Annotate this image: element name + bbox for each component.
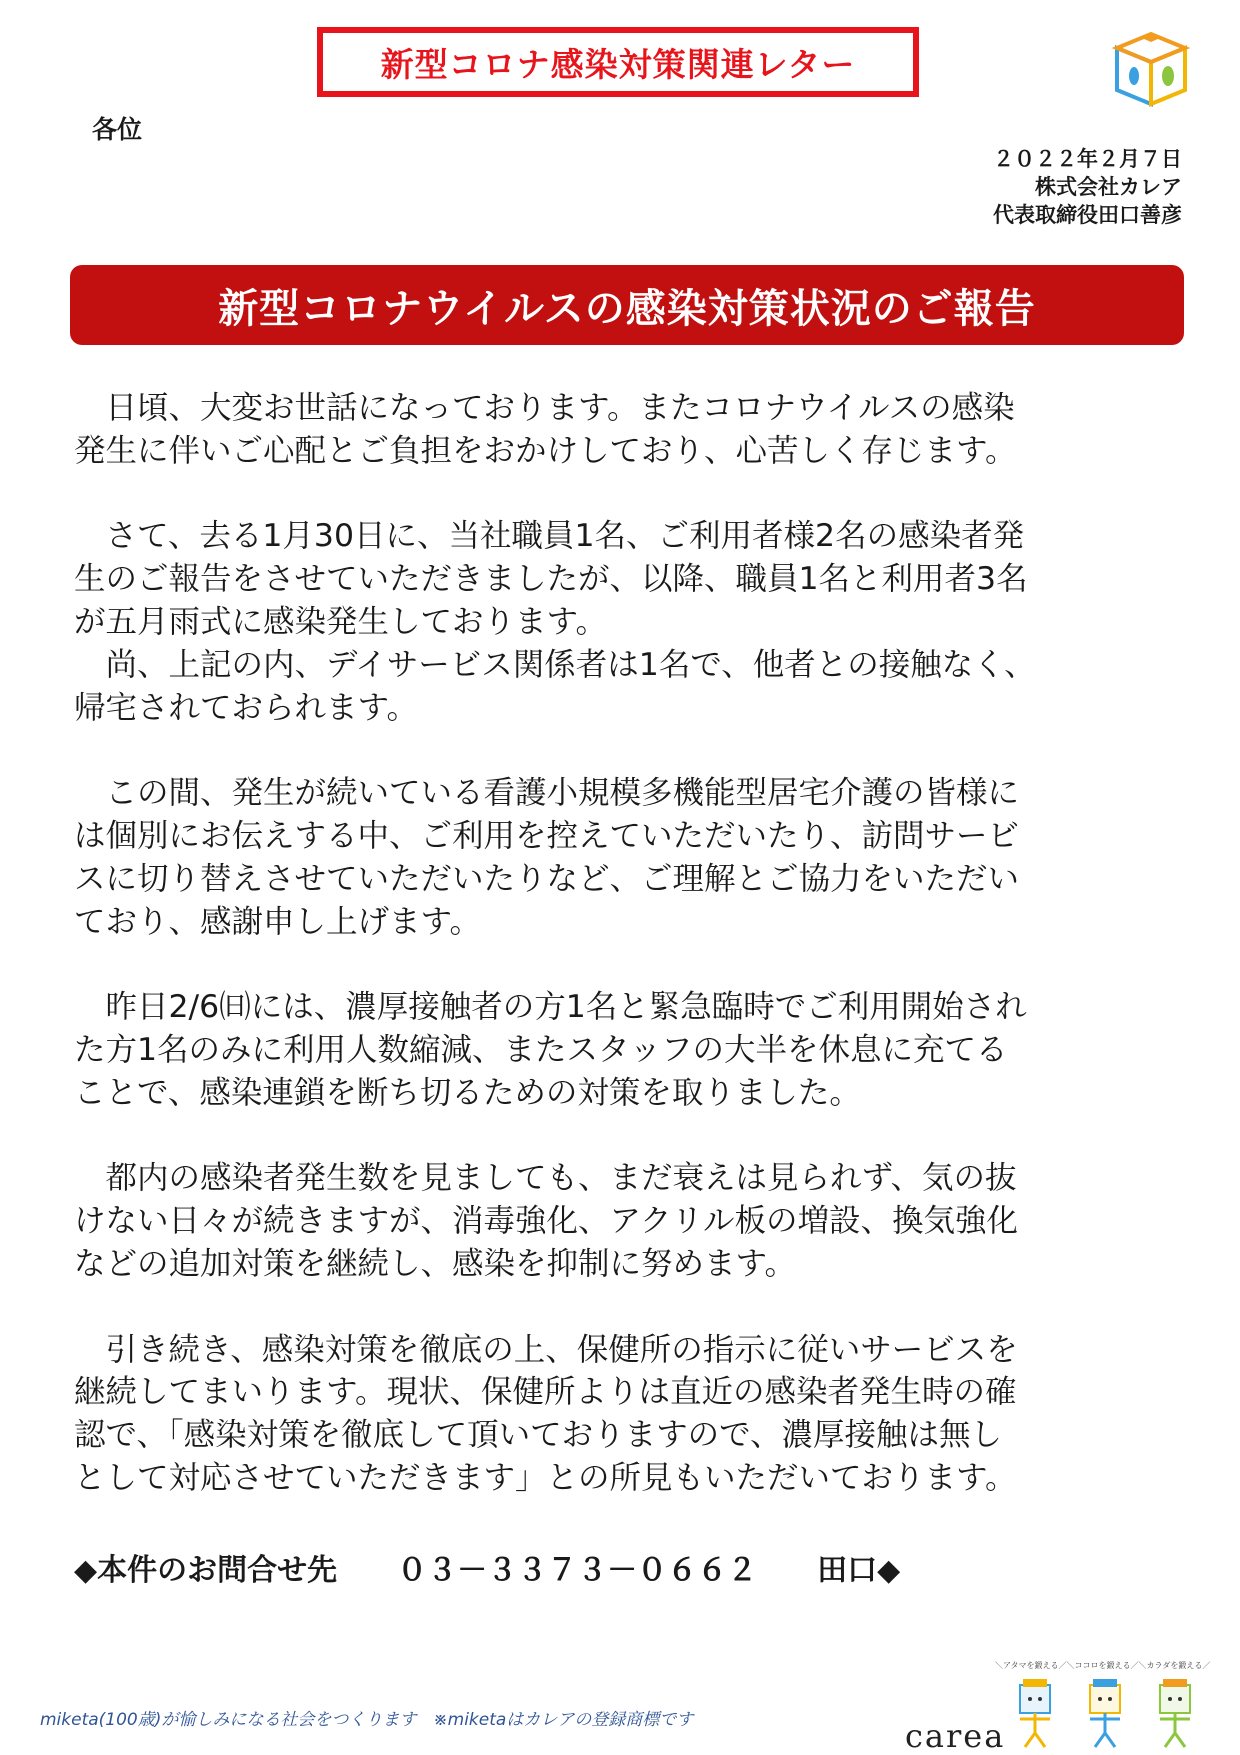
footer-slogan: miketa(100歳)が愉しみになる社会をつくります [40, 1710, 417, 1730]
body-line: この間、発生が続いている看護小規模多機能型居宅介護の皆様に [74, 775, 1020, 812]
contact-phone: ０３－３３７３－０６６２ [397, 1553, 758, 1588]
body-line: ことで、感染連鎖を断ち切るための対策を取りました。 [74, 1074, 861, 1111]
body-line: 引き続き、感染対策を徹底の上、保健所の指示に従いサービスを [74, 1331, 1018, 1368]
body-line: などの追加対策を継続し、感染を抑制に努めます。 [74, 1245, 796, 1282]
body-line: 都内の感染者発生数を見ましても、まだ衰えは見られず、気の抜 [74, 1160, 1017, 1197]
contact-label: ◆本件のお問合せ先 [74, 1553, 338, 1588]
paragraph-measures [74, 986, 1169, 1114]
letter-type-title: 新型コロナ感染対策関連レター [380, 44, 856, 84]
body-line: さて、去る1月30日に、当社職員1名、ご利用者様2名の感染者発 [74, 518, 1025, 555]
footer-note [40, 1705, 693, 1730]
letter-body [74, 387, 1169, 1500]
brand-tagline: ＼アタマを鍛える／＼ココロを鍛える／＼カラダを鍛える／ [995, 1661, 1211, 1670]
brand-name: carea [905, 1717, 1006, 1755]
addressee: 各位 [92, 115, 143, 144]
contact-line [74, 1545, 900, 1589]
paragraph-greeting [74, 387, 1169, 473]
body-line: 帰宅されておられます。 [74, 689, 418, 726]
brand-area [905, 1655, 1225, 1755]
body-line: 日頃、大変お世話になっております。またコロナウイルスの感染 [74, 390, 1015, 426]
body-line: 発生に伴いご心配とご負担をおかけしており、心苦しく存じます。 [74, 432, 1017, 469]
letter-type-header [317, 27, 919, 97]
paragraph-dayservice [74, 644, 1169, 730]
body-line: ており、感謝申し上げます。 [74, 903, 481, 940]
mascot-head-icon [1005, 1675, 1065, 1750]
body-line: た方1名のみに利用人数縮減、またスタッフの大半を休息に充てる [74, 1031, 1008, 1068]
body-line: 尚、上記の内、デイサービス関係者は1名で、他者との接触なく、 [74, 646, 1036, 683]
carea-logo-icon [1112, 30, 1190, 108]
body-line: は個別にお伝えする中、ご利用を控えていただいたり、訪問サービ [74, 817, 1020, 854]
representative-name: 代表取締役田口善彦 [993, 203, 1182, 227]
footer-trademark: ※miketaはカレアの登録商標です [433, 1710, 694, 1730]
company-name: 株式会社カレア [1035, 175, 1182, 199]
body-line: として対応させていただきます」との所見もいただいております。 [74, 1459, 1017, 1496]
body-line: 継続してまいります。現状、保健所よりは直近の感染者発生時の確 [74, 1374, 1017, 1411]
body-line: 生のご報告をさせていただきましたが、以降、職員1名と利用者3名 [74, 561, 1028, 598]
mascot-body-icon [1145, 1675, 1205, 1750]
paragraph-continuation [74, 1329, 1169, 1500]
body-line: スに切り替えさせていただいたりなど、ご理解とご協力をいただい [74, 860, 1020, 897]
paragraph-cooperation [74, 772, 1169, 943]
paragraph-outbreak [74, 515, 1169, 643]
body-line: 認で、「感染対策を徹底して頂いておりますので、濃厚接触は無し [74, 1417, 1002, 1454]
body-line: が五月雨式に感染発生しております。 [74, 603, 607, 640]
body-line: 昨日2/6㈰には、濃厚接触者の方1名と緊急臨時でご利用開始され [74, 989, 1027, 1026]
report-title: 新型コロナウイルスの感染対策状況のご報告 [218, 285, 1036, 332]
paragraph-additional [74, 1157, 1169, 1285]
letter-date: ２０２２年２月７日 [993, 147, 1182, 171]
body-line: けない日々が続きますが、消毒強化、アクリル板の増設、換気強化 [74, 1203, 1019, 1240]
mascot-heart-icon [1075, 1675, 1135, 1750]
contact-person: 田口◆ [817, 1553, 901, 1588]
report-title-banner [70, 265, 1184, 345]
sender-block [993, 145, 1182, 229]
